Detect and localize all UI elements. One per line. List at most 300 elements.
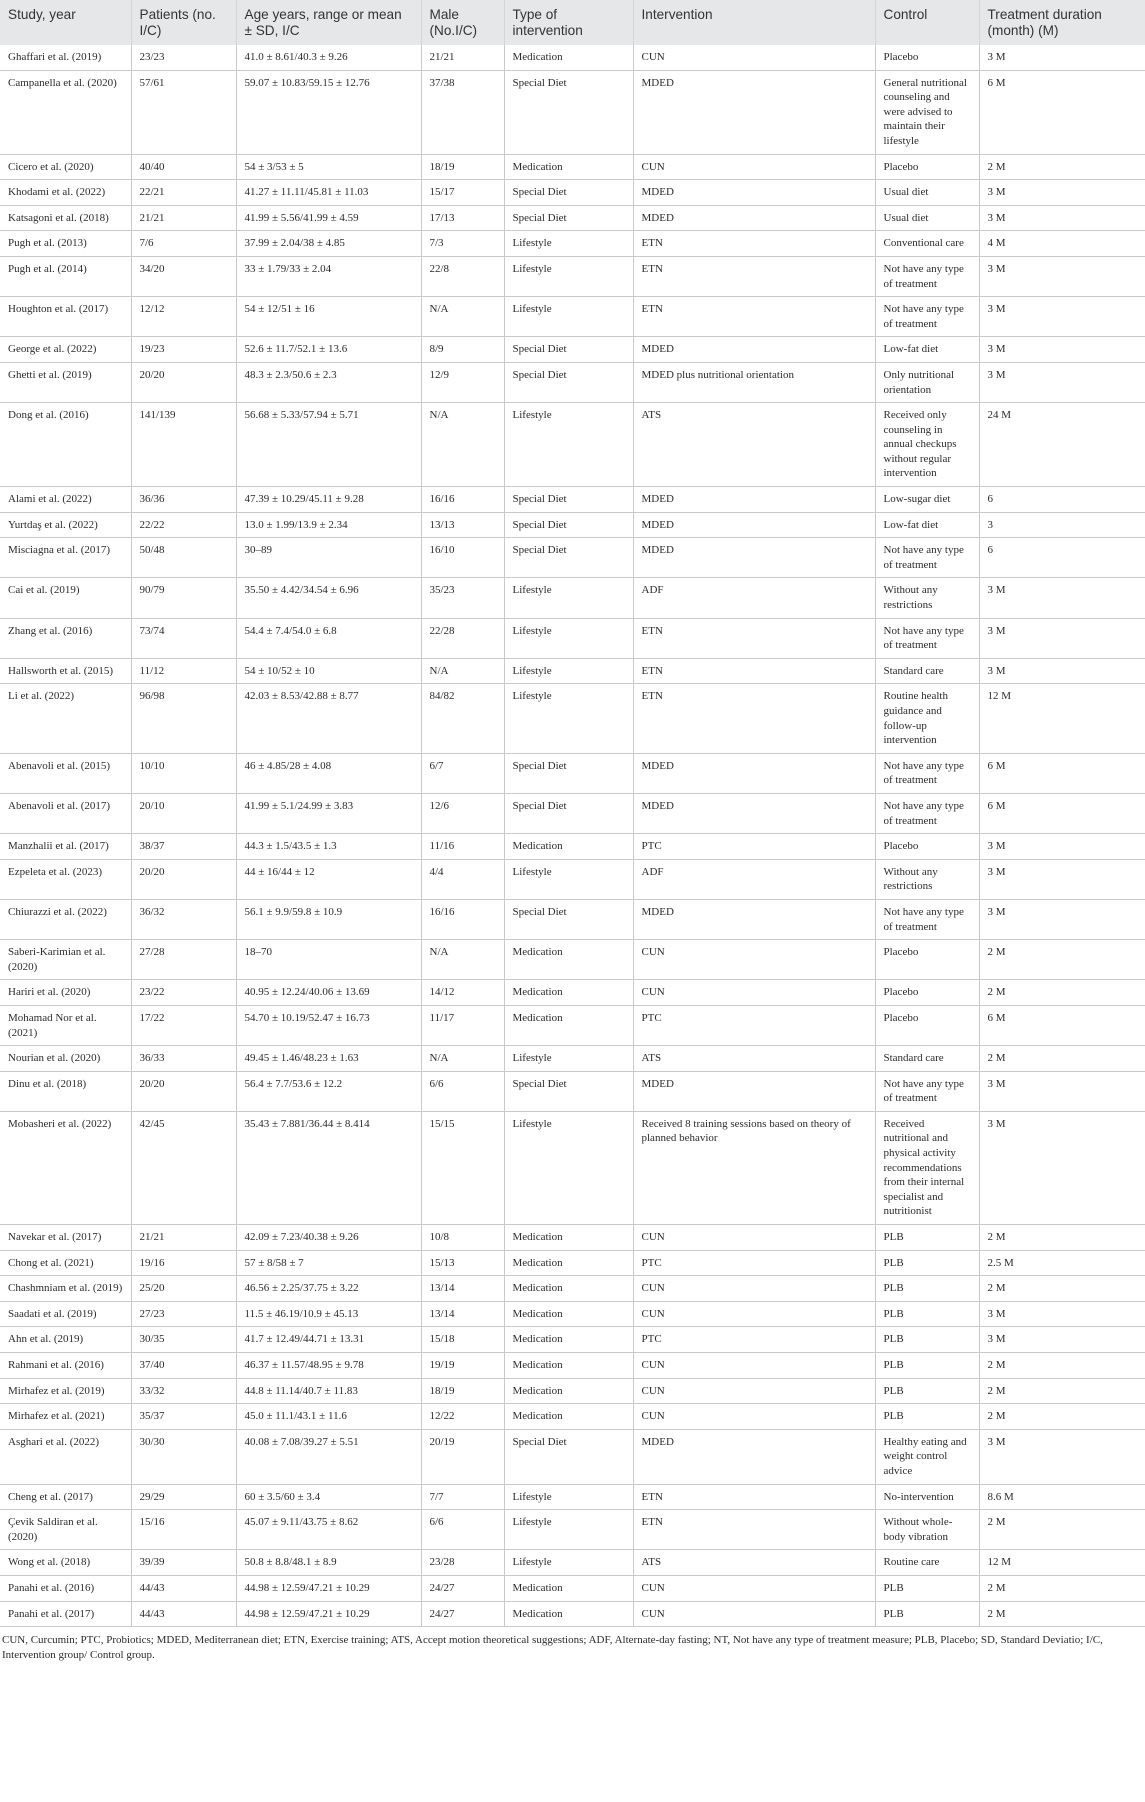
table-row (0, 753, 1145, 793)
type-cell: Medication (504, 834, 633, 860)
intervention-cell: ADF (633, 859, 875, 899)
table-row (0, 859, 1145, 899)
study-cell: Dinu et al. (2018) (0, 1071, 131, 1111)
study-cell: Ghaffari et al. (2019) (0, 45, 131, 70)
duration-cell: 2 M (979, 1046, 1145, 1072)
male-cell: 19/19 (421, 1353, 504, 1379)
table-row (0, 1575, 1145, 1601)
patients-cell: 21/21 (131, 1225, 236, 1251)
age-cell: 49.45 ± 1.46/48.23 ± 1.63 (236, 1046, 421, 1072)
control-cell: Placebo (875, 940, 979, 980)
age-cell: 44.3 ± 1.5/43.5 ± 1.3 (236, 834, 421, 860)
table-row (0, 231, 1145, 257)
age-cell: 60 ± 3.5/60 ± 3.4 (236, 1484, 421, 1510)
table-row (0, 1301, 1145, 1327)
table-row (0, 487, 1145, 513)
study-cell: Zhang et al. (2016) (0, 618, 131, 658)
male-cell: 35/23 (421, 578, 504, 618)
patients-cell: 7/6 (131, 231, 236, 257)
duration-cell: 3 M (979, 899, 1145, 939)
patients-cell: 12/12 (131, 297, 236, 337)
intervention-cell: ETN (633, 618, 875, 658)
control-cell: Received only counseling in annual checkups without regular intervention (875, 403, 979, 487)
control-cell: Placebo (875, 834, 979, 860)
intervention-cell: MDED (633, 337, 875, 363)
study-cell: Alami et al. (2022) (0, 487, 131, 513)
study-cell: Katsagoni et al. (2018) (0, 205, 131, 231)
age-cell: 44.98 ± 12.59/47.21 ± 10.29 (236, 1575, 421, 1601)
control-cell: Not have any type of treatment (875, 793, 979, 833)
duration-cell: 2 M (979, 980, 1145, 1006)
intervention-cell: CUN (633, 940, 875, 980)
control-cell: Not have any type of treatment (875, 256, 979, 296)
type-cell: Medication (504, 45, 633, 70)
control-cell: Placebo (875, 1005, 979, 1045)
type-cell: Medication (504, 940, 633, 980)
table-row (0, 1429, 1145, 1484)
patients-cell: 44/43 (131, 1575, 236, 1601)
type-cell: Lifestyle (504, 1550, 633, 1576)
male-cell: 37/38 (421, 70, 504, 154)
duration-cell: 2 M (979, 1575, 1145, 1601)
table-row (0, 337, 1145, 363)
age-cell: 33 ± 1.79/33 ± 2.04 (236, 256, 421, 296)
control-cell: Not have any type of treatment (875, 618, 979, 658)
header-row (0, 0, 1145, 45)
patients-cell: 17/22 (131, 1005, 236, 1045)
patients-cell: 29/29 (131, 1484, 236, 1510)
table-row (0, 180, 1145, 206)
male-cell: 18/19 (421, 1378, 504, 1404)
table-row (0, 684, 1145, 753)
intervention-cell: MDED (633, 487, 875, 513)
type-cell: Medication (504, 1601, 633, 1627)
male-cell: 15/18 (421, 1327, 504, 1353)
duration-cell: 6 M (979, 70, 1145, 154)
patients-cell: 44/43 (131, 1601, 236, 1627)
age-cell: 47.39 ± 10.29/45.11 ± 9.28 (236, 487, 421, 513)
control-cell: PLB (875, 1225, 979, 1251)
duration-cell: 2 M (979, 1225, 1145, 1251)
type-cell: Lifestyle (504, 684, 633, 753)
age-cell: 54.70 ± 10.19/52.47 ± 16.73 (236, 1005, 421, 1045)
type-cell: Lifestyle (504, 658, 633, 684)
control-cell: PLB (875, 1250, 979, 1276)
table-footnote: CUN, Curcumin; PTC, Probiotics; MDED, Mediterranean diet; ETN, Exercise training; ATS, Accept motion theoretical suggestions; ADF, Alternate-day fasting; NT, Not have any type of treatment measure; PLB, Placebo; SD, Standard Deviatio; I/C, Intervention group/ Control group. (2, 1634, 1103, 1661)
patients-cell: 39/39 (131, 1550, 236, 1576)
table-row (0, 1601, 1145, 1627)
control-cell: No-intervention (875, 1484, 979, 1510)
header-control: Control (875, 0, 979, 45)
study-cell: Cheng et al. (2017) (0, 1484, 131, 1510)
intervention-cell: ETN (633, 231, 875, 257)
intervention-cell: ETN (633, 297, 875, 337)
table-row (0, 1046, 1145, 1072)
intervention-cell: ATS (633, 403, 875, 487)
duration-cell: 3 M (979, 45, 1145, 70)
duration-cell: 3 M (979, 297, 1145, 337)
control-cell: Low-fat diet (875, 512, 979, 538)
control-cell: Healthy eating and weight control advice (875, 1429, 979, 1484)
age-cell: 35.43 ± 7.881/36.44 ± 8.414 (236, 1111, 421, 1224)
study-cell: Campanella et al. (2020) (0, 70, 131, 154)
type-cell: Special Diet (504, 899, 633, 939)
type-cell: Medication (504, 1250, 633, 1276)
age-cell: 41.7 ± 12.49/44.71 ± 13.31 (236, 1327, 421, 1353)
male-cell: 16/16 (421, 899, 504, 939)
study-cell: Ahn et al. (2019) (0, 1327, 131, 1353)
age-cell: 46.37 ± 11.57/48.95 ± 9.78 (236, 1353, 421, 1379)
age-cell: 40.95 ± 12.24/40.06 ± 13.69 (236, 980, 421, 1006)
patients-cell: 96/98 (131, 684, 236, 753)
study-cell: Cicero et al. (2020) (0, 154, 131, 180)
table-row (0, 362, 1145, 402)
control-cell: Without any restrictions (875, 859, 979, 899)
type-cell: Medication (504, 154, 633, 180)
intervention-cell: MDED (633, 753, 875, 793)
study-cell: Misciagna et al. (2017) (0, 538, 131, 578)
control-cell: Received nutritional and physical activity recommendations from their internal specialist and nutritionist (875, 1111, 979, 1224)
table-row (0, 1005, 1145, 1045)
study-cell: Nourian et al. (2020) (0, 1046, 131, 1072)
control-cell: PLB (875, 1404, 979, 1430)
male-cell: 12/9 (421, 362, 504, 402)
intervention-cell: PTC (633, 1327, 875, 1353)
male-cell: N/A (421, 297, 504, 337)
control-cell: Low-fat diet (875, 337, 979, 363)
intervention-cell: MDED (633, 1071, 875, 1111)
study-cell: Çevik Saldiran et al. (2020) (0, 1510, 131, 1550)
intervention-cell: ETN (633, 1510, 875, 1550)
type-cell: Special Diet (504, 337, 633, 363)
patients-cell: 19/23 (131, 337, 236, 363)
male-cell: 15/17 (421, 180, 504, 206)
type-cell: Special Diet (504, 205, 633, 231)
intervention-cell: MDED (633, 538, 875, 578)
study-cell: Pugh et al. (2013) (0, 231, 131, 257)
duration-cell: 4 M (979, 231, 1145, 257)
male-cell: 22/28 (421, 618, 504, 658)
table-row (0, 403, 1145, 487)
duration-cell: 2 M (979, 154, 1145, 180)
duration-cell: 3 (979, 512, 1145, 538)
duration-cell: 12 M (979, 1550, 1145, 1576)
study-cell: Mirhafez et al. (2021) (0, 1404, 131, 1430)
male-cell: 11/17 (421, 1005, 504, 1045)
table-row (0, 45, 1145, 70)
intervention-cell: MDED (633, 899, 875, 939)
header-age: Age years, range or mean ± SD, I/C (236, 0, 421, 45)
intervention-cell: MDED (633, 793, 875, 833)
control-cell: PLB (875, 1601, 979, 1627)
patients-cell: 37/40 (131, 1353, 236, 1379)
type-cell: Lifestyle (504, 256, 633, 296)
type-cell: Lifestyle (504, 618, 633, 658)
study-cell: Ghetti et al. (2019) (0, 362, 131, 402)
control-cell: Not have any type of treatment (875, 899, 979, 939)
age-cell: 41.99 ± 5.1/24.99 ± 3.83 (236, 793, 421, 833)
control-cell: Usual diet (875, 205, 979, 231)
type-cell: Special Diet (504, 70, 633, 154)
male-cell: 16/10 (421, 538, 504, 578)
table-row (0, 1111, 1145, 1224)
intervention-cell: MDED (633, 70, 875, 154)
patients-cell: 20/10 (131, 793, 236, 833)
duration-cell: 6 (979, 487, 1145, 513)
intervention-cell: Received 8 training sessions based on theory of planned behavior (633, 1111, 875, 1224)
patients-cell: 23/23 (131, 45, 236, 70)
age-cell: 52.6 ± 11.7/52.1 ± 13.6 (236, 337, 421, 363)
intervention-cell: PTC (633, 1005, 875, 1045)
control-cell: Routine care (875, 1550, 979, 1576)
type-cell: Medication (504, 1404, 633, 1430)
control-cell: Without whole-body vibration (875, 1510, 979, 1550)
age-cell: 11.5 ± 46.19/10.9 ± 45.13 (236, 1301, 421, 1327)
table-row (0, 1484, 1145, 1510)
type-cell: Medication (504, 1225, 633, 1251)
age-cell: 44.8 ± 11.14/40.7 ± 11.83 (236, 1378, 421, 1404)
header-type: Type of intervention (504, 0, 633, 45)
header-study: Study, year (0, 0, 131, 45)
patients-cell: 57/61 (131, 70, 236, 154)
age-cell: 41.0 ± 8.61/40.3 ± 9.26 (236, 45, 421, 70)
patients-cell: 90/79 (131, 578, 236, 618)
duration-cell: 3 M (979, 834, 1145, 860)
study-cell: Chiurazzi et al. (2022) (0, 899, 131, 939)
male-cell: 21/21 (421, 45, 504, 70)
intervention-cell: MDED plus nutritional orientation (633, 362, 875, 402)
type-cell: Medication (504, 1005, 633, 1045)
study-cell: Li et al. (2022) (0, 684, 131, 753)
intervention-cell: PTC (633, 834, 875, 860)
age-cell: 41.99 ± 5.56/41.99 ± 4.59 (236, 205, 421, 231)
age-cell: 59.07 ± 10.83/59.15 ± 12.76 (236, 70, 421, 154)
male-cell: 4/4 (421, 859, 504, 899)
duration-cell: 6 (979, 538, 1145, 578)
male-cell: 15/13 (421, 1250, 504, 1276)
patients-cell: 22/22 (131, 512, 236, 538)
control-cell: Placebo (875, 154, 979, 180)
age-cell: 42.03 ± 8.53/42.88 ± 8.77 (236, 684, 421, 753)
age-cell: 45.0 ± 11.1/43.1 ± 11.6 (236, 1404, 421, 1430)
control-cell: Not have any type of treatment (875, 538, 979, 578)
male-cell: 13/13 (421, 512, 504, 538)
duration-cell: 6 M (979, 1005, 1145, 1045)
patients-cell: 27/23 (131, 1301, 236, 1327)
patients-cell: 20/20 (131, 859, 236, 899)
type-cell: Lifestyle (504, 231, 633, 257)
study-cell: Mohamad Nor et al. (2021) (0, 1005, 131, 1045)
age-cell: 46.56 ± 2.25/37.75 ± 3.22 (236, 1276, 421, 1302)
duration-cell: 8.6 M (979, 1484, 1145, 1510)
age-cell: 44 ± 16/44 ± 12 (236, 859, 421, 899)
male-cell: 13/14 (421, 1276, 504, 1302)
study-cell: Khodami et al. (2022) (0, 180, 131, 206)
table-row (0, 618, 1145, 658)
duration-cell: 3 M (979, 362, 1145, 402)
patients-cell: 19/16 (131, 1250, 236, 1276)
control-cell: Standard care (875, 1046, 979, 1072)
male-cell: N/A (421, 940, 504, 980)
type-cell: Medication (504, 1353, 633, 1379)
duration-cell: 3 M (979, 337, 1145, 363)
table-row (0, 1550, 1145, 1576)
intervention-cell: ATS (633, 1046, 875, 1072)
type-cell: Special Diet (504, 1429, 633, 1484)
table-row (0, 940, 1145, 980)
intervention-cell: MDED (633, 1429, 875, 1484)
intervention-cell: CUN (633, 1353, 875, 1379)
age-cell: 18–70 (236, 940, 421, 980)
male-cell: 12/6 (421, 793, 504, 833)
duration-cell: 3 M (979, 180, 1145, 206)
duration-cell: 2 M (979, 1276, 1145, 1302)
intervention-cell: CUN (633, 980, 875, 1006)
male-cell: 24/27 (421, 1601, 504, 1627)
age-cell: 46 ± 4.85/28 ± 4.08 (236, 753, 421, 793)
duration-cell: 3 M (979, 1429, 1145, 1484)
table-row (0, 297, 1145, 337)
intervention-cell: ETN (633, 256, 875, 296)
intervention-cell: CUN (633, 45, 875, 70)
control-cell: PLB (875, 1575, 979, 1601)
male-cell: 23/28 (421, 1550, 504, 1576)
table-row (0, 578, 1145, 618)
patients-cell: 20/20 (131, 1071, 236, 1111)
header-duration: Treatment duration (month) (M) (979, 0, 1145, 45)
male-cell: 20/19 (421, 1429, 504, 1484)
control-cell: Without any restrictions (875, 578, 979, 618)
male-cell: 18/19 (421, 154, 504, 180)
type-cell: Medication (504, 1327, 633, 1353)
duration-cell: 6 M (979, 793, 1145, 833)
intervention-cell: PTC (633, 1250, 875, 1276)
duration-cell: 2 M (979, 1510, 1145, 1550)
header-intervention: Intervention (633, 0, 875, 45)
patients-cell: 36/36 (131, 487, 236, 513)
age-cell: 57 ± 8/58 ± 7 (236, 1250, 421, 1276)
intervention-cell: CUN (633, 1378, 875, 1404)
male-cell: 7/3 (421, 231, 504, 257)
duration-cell: 24 M (979, 403, 1145, 487)
age-cell: 56.4 ± 7.7/53.6 ± 12.2 (236, 1071, 421, 1111)
intervention-cell: ETN (633, 658, 875, 684)
table-row (0, 1071, 1145, 1111)
table-body (0, 45, 1145, 1627)
table-row (0, 899, 1145, 939)
age-cell: 37.99 ± 2.04/38 ± 4.85 (236, 231, 421, 257)
study-cell: Hariri et al. (2020) (0, 980, 131, 1006)
duration-cell: 3 M (979, 578, 1145, 618)
control-cell: Not have any type of treatment (875, 297, 979, 337)
control-cell: Placebo (875, 45, 979, 70)
male-cell: 8/9 (421, 337, 504, 363)
patients-cell: 33/32 (131, 1378, 236, 1404)
intervention-cell: CUN (633, 1601, 875, 1627)
age-cell: 44.98 ± 12.59/47.21 ± 10.29 (236, 1601, 421, 1627)
male-cell: 15/15 (421, 1111, 504, 1224)
male-cell: 13/14 (421, 1301, 504, 1327)
male-cell: 14/12 (421, 980, 504, 1006)
study-cell: Saadati et al. (2019) (0, 1301, 131, 1327)
table-row (0, 1353, 1145, 1379)
male-cell: N/A (421, 403, 504, 487)
study-cell: Houghton et al. (2017) (0, 297, 131, 337)
age-cell: 30–89 (236, 538, 421, 578)
male-cell: 16/16 (421, 487, 504, 513)
patients-cell: 40/40 (131, 154, 236, 180)
male-cell: 17/13 (421, 205, 504, 231)
study-cell: Pugh et al. (2014) (0, 256, 131, 296)
duration-cell: 3 M (979, 1301, 1145, 1327)
duration-cell: 3 M (979, 859, 1145, 899)
duration-cell: 2 M (979, 1601, 1145, 1627)
duration-cell: 2 M (979, 1378, 1145, 1404)
intervention-cell: CUN (633, 154, 875, 180)
duration-cell: 3 M (979, 1071, 1145, 1111)
patients-cell: 36/33 (131, 1046, 236, 1072)
study-cell: Yurtdaş et al. (2022) (0, 512, 131, 538)
duration-cell: 3 M (979, 1111, 1145, 1224)
patients-cell: 30/35 (131, 1327, 236, 1353)
type-cell: Special Diet (504, 180, 633, 206)
type-cell: Medication (504, 1378, 633, 1404)
type-cell: Lifestyle (504, 1046, 633, 1072)
type-cell: Lifestyle (504, 1484, 633, 1510)
study-cell: Mobasheri et al. (2022) (0, 1111, 131, 1224)
control-cell: Only nutritional orientation (875, 362, 979, 402)
study-cell: Panahi et al. (2017) (0, 1601, 131, 1627)
type-cell: Lifestyle (504, 403, 633, 487)
control-cell: Not have any type of treatment (875, 753, 979, 793)
study-cell: George et al. (2022) (0, 337, 131, 363)
duration-cell: 3 M (979, 1327, 1145, 1353)
table-header (0, 0, 1145, 45)
intervention-cell: ETN (633, 684, 875, 753)
patients-cell: 50/48 (131, 538, 236, 578)
study-cell: Mirhafez et al. (2019) (0, 1378, 131, 1404)
patients-cell: 42/45 (131, 1111, 236, 1224)
table-row (0, 512, 1145, 538)
age-cell: 42.09 ± 7.23/40.38 ± 9.26 (236, 1225, 421, 1251)
type-cell: Medication (504, 1301, 633, 1327)
age-cell: 40.08 ± 7.08/39.27 ± 5.51 (236, 1429, 421, 1484)
intervention-cell: MDED (633, 512, 875, 538)
age-cell: 41.27 ± 11.11/45.81 ± 11.03 (236, 180, 421, 206)
patients-cell: 35/37 (131, 1404, 236, 1430)
control-cell: Standard care (875, 658, 979, 684)
study-cell: Chong et al. (2021) (0, 1250, 131, 1276)
male-cell: 11/16 (421, 834, 504, 860)
duration-cell: 3 M (979, 658, 1145, 684)
male-cell: 6/6 (421, 1071, 504, 1111)
male-cell: 6/7 (421, 753, 504, 793)
patients-cell: 22/21 (131, 180, 236, 206)
type-cell: Special Diet (504, 753, 633, 793)
male-cell: 12/22 (421, 1404, 504, 1430)
study-cell: Panahi et al. (2016) (0, 1575, 131, 1601)
age-cell: 56.1 ± 9.9/59.8 ± 10.9 (236, 899, 421, 939)
patients-cell: 30/30 (131, 1429, 236, 1484)
table-row (0, 205, 1145, 231)
control-cell: PLB (875, 1353, 979, 1379)
table-row (0, 1510, 1145, 1550)
study-cell: Rahmani et al. (2016) (0, 1353, 131, 1379)
table-row (0, 834, 1145, 860)
male-cell: 10/8 (421, 1225, 504, 1251)
male-cell: 84/82 (421, 684, 504, 753)
male-cell: 6/6 (421, 1510, 504, 1550)
